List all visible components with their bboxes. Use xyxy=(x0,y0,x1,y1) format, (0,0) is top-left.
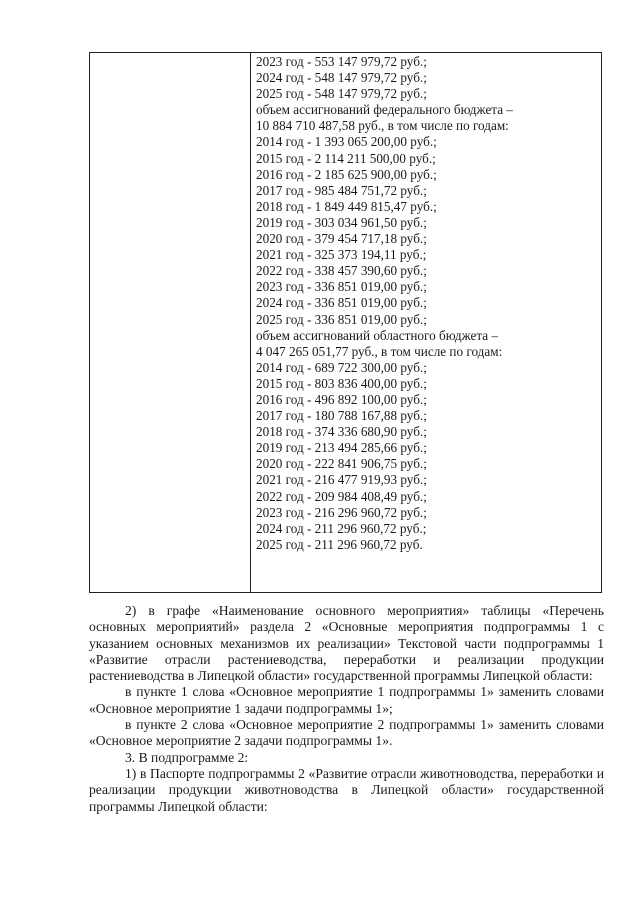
table-line: 2017 год - 985 484 751,72 руб.; xyxy=(256,182,427,198)
table-line: 2024 год - 548 147 979,72 руб.; xyxy=(256,70,427,86)
table-right-cell xyxy=(256,54,598,553)
paragraph: в пункте 1 слова «Основное мероприятие 1 подпрограммы 1» заменить словами «Основное мероприятие 1 задачи подпрограммы 1»; xyxy=(89,684,604,716)
table-line: 2019 год - 303 034 961,50 руб.; xyxy=(256,214,427,230)
table-line: 2022 год - 338 457 390,60 руб.; xyxy=(256,263,427,279)
table-line: 4 047 265 051,77 руб., в том числе по годам: xyxy=(256,343,503,359)
table-line: 2023 год - 336 851 019,00 руб.; xyxy=(256,279,427,295)
table-line: 2024 год - 336 851 019,00 руб.; xyxy=(256,295,427,311)
table-line: 2024 год - 211 296 960,72 руб.; xyxy=(256,520,427,536)
table-line: 2021 год - 325 373 194,11 руб.; xyxy=(256,247,427,263)
table-line: 2014 год - 689 722 300,00 руб.; xyxy=(256,359,427,375)
table-line: 2023 год - 216 296 960,72 руб.; xyxy=(256,504,427,520)
table-line: 2021 год - 216 477 919,93 руб.; xyxy=(256,472,427,488)
table-line: 2015 год - 2 114 211 500,00 руб.; xyxy=(256,150,436,166)
table-line: 2015 год - 803 836 400,00 руб.; xyxy=(256,375,427,391)
paragraph: 3. В подпрограмме 2: xyxy=(125,749,249,765)
table-line: 2025 год - 211 296 960,72 руб. xyxy=(256,536,423,552)
table-line: 2025 год - 336 851 019,00 руб.; xyxy=(256,311,427,327)
table-line: 2016 год - 496 892 100,00 руб.; xyxy=(256,391,427,407)
table-line: 2017 год - 180 788 167,88 руб.; xyxy=(256,408,427,424)
table-line: 2018 год - 374 336 680,90 руб.; xyxy=(256,424,427,440)
table-line: 2020 год - 379 454 717,18 руб.; xyxy=(256,231,427,247)
table-line: 2022 год - 209 984 408,49 руб.; xyxy=(256,488,427,504)
table-line: 2014 год - 1 393 065 200,00 руб.; xyxy=(256,134,437,150)
table-line: 2019 год - 213 494 285,66 руб.; xyxy=(256,440,427,456)
table-line: 2023 год - 553 147 979,72 руб.; xyxy=(256,54,427,69)
table-line: объем ассигнований областного бюджета – xyxy=(256,327,499,343)
paragraph: 1) в Паспорте подпрограммы 2 «Развитие отрасли животноводства, переработки и реализации продукции животноводства в Липецкой области» государственной программы Липецкой области: xyxy=(89,765,604,814)
table-line: объем ассигнований федерального бюджета – xyxy=(256,102,513,118)
paragraph: в пункте 2 слова «Основное мероприятие 2 подпрограммы 1» заменить словами «Основное мероприятие 2 задачи подпрограммы 1». xyxy=(89,717,604,749)
document-body-text xyxy=(89,603,604,815)
table-line: 2020 год - 222 841 906,75 руб.; xyxy=(256,456,427,472)
table-line: 2018 год - 1 849 449 815,47 руб.; xyxy=(256,198,437,214)
table-line: 10 884 710 487,58 руб., в том числе по годам: xyxy=(256,118,509,134)
table-line: 2025 год - 548 147 979,72 руб.; xyxy=(256,86,427,102)
table-line: 2016 год - 2 185 625 900,00 руб.; xyxy=(256,166,437,182)
table-column-divider xyxy=(250,53,251,592)
funding-table xyxy=(89,52,602,593)
paragraph: 2) в графе «Наименование основного мероприятия» таблицы «Перечень основных мероприятий» раздела 2 «Основные мероприятия подпрограммы 1 с указанием основных механизмов их реализации» Текстовой части подпрограммы 1 «Развитие отрасли растениеводства, переработки и реализации продукции растениеводства в Липецкой области» государственной программы Липецкой области: xyxy=(89,603,604,684)
